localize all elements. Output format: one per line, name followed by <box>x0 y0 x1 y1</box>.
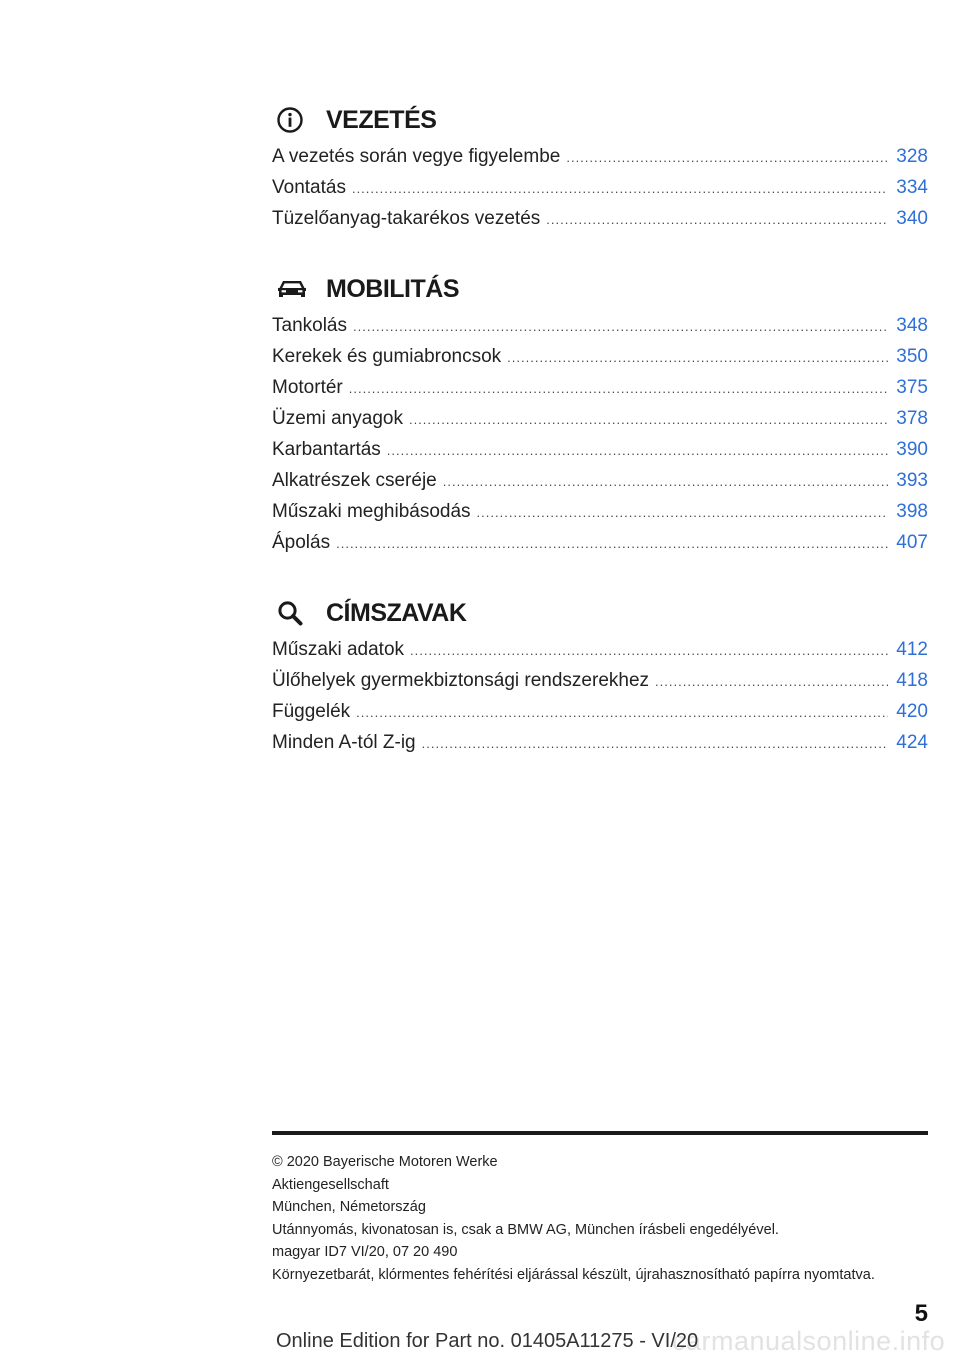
toc-page-link[interactable]: 424 <box>896 732 928 753</box>
toc-page-link[interactable]: 334 <box>896 177 928 198</box>
toc-page-link[interactable]: 412 <box>896 639 928 660</box>
toc-page-link[interactable]: 398 <box>896 501 928 522</box>
online-edition-label: Online Edition for Part no. 01405A11275 - VI/20 <box>276 1330 699 1352</box>
watermark: carmanualsonline.info <box>672 1326 946 1356</box>
toc-item-label: Üzemi anyagok <box>272 408 403 429</box>
toc-page-link[interactable]: 390 <box>896 439 928 460</box>
toc-item-label: Karbantartás <box>272 439 381 460</box>
toc-page-link[interactable]: 393 <box>896 470 928 491</box>
toc-item[interactable] <box>272 146 928 177</box>
section-title: MOBILITÁS <box>326 274 459 303</box>
toc-page-link[interactable]: 340 <box>896 208 928 229</box>
toc-item-label: Vontatás <box>272 177 346 198</box>
toc-leader <box>566 150 888 165</box>
toc-leader <box>349 381 888 396</box>
imprint-line: München, Németország <box>272 1199 426 1216</box>
info-icon <box>272 100 316 140</box>
toc-item[interactable] <box>272 315 928 346</box>
toc-page-link[interactable]: 350 <box>896 346 928 367</box>
toc-item[interactable] <box>272 670 928 701</box>
toc-item[interactable] <box>272 732 928 763</box>
toc-page-link[interactable]: 418 <box>896 670 928 691</box>
toc-leader <box>409 412 888 427</box>
toc-item-label: Tüzelőanyag-takarékos vezetés <box>272 208 541 229</box>
toc-leader <box>356 705 888 720</box>
toc-page-link[interactable]: 348 <box>896 315 928 336</box>
toc-page-link[interactable]: 328 <box>896 146 928 167</box>
toc-leader <box>410 643 888 658</box>
toc-item[interactable] <box>272 177 928 208</box>
toc-item-label: A vezetés során vegye figyelembe <box>272 146 561 167</box>
table-of-contents <box>272 96 928 789</box>
toc-leader <box>655 674 888 689</box>
toc-item[interactable] <box>272 639 928 670</box>
car-icon <box>272 269 316 309</box>
toc-item[interactable] <box>272 208 928 239</box>
toc-item-label: Ülőhelyek gyermekbiztonsági rendszerekhez <box>272 670 650 691</box>
imprint-line: © 2020 Bayerische Motoren Werke <box>272 1154 498 1170</box>
search-icon <box>272 593 316 633</box>
toc-page-link[interactable]: 407 <box>896 532 928 553</box>
toc-leader <box>387 443 888 458</box>
toc-item-label: Minden A-tól Z-ig <box>272 732 416 753</box>
imprint-line: Utánnyomás, kivonatosan is, csak a BMW AG, München írásbeli engedélyével. <box>272 1221 779 1238</box>
toc-item-label: Alkatrészek cseréje <box>272 470 437 491</box>
section-header <box>272 589 928 637</box>
toc-item-label: Tankolás <box>272 315 347 336</box>
toc-item[interactable] <box>272 408 928 439</box>
page-number: 5 <box>914 1300 928 1327</box>
toc-item[interactable] <box>272 501 928 532</box>
toc-item[interactable] <box>272 470 928 501</box>
section-title: CÍMSZAVAK <box>326 598 467 627</box>
toc-page-link[interactable]: 378 <box>896 408 928 429</box>
toc-page-link[interactable]: 420 <box>896 701 928 722</box>
toc-item[interactable] <box>272 377 928 408</box>
toc-leader <box>336 536 888 551</box>
section-mobilitas <box>272 265 928 563</box>
toc-item-label: Motortér <box>272 377 343 398</box>
section-title: VEZETÉS <box>326 105 437 134</box>
footer-imprint <box>272 1151 952 1287</box>
toc-leader <box>443 474 888 489</box>
toc-leader <box>546 212 888 227</box>
toc-leader <box>352 181 888 196</box>
section-header <box>272 265 928 313</box>
section-vezetes <box>272 96 928 239</box>
toc-item-label: Ápolás <box>272 532 331 553</box>
toc-leader <box>507 350 888 365</box>
toc-leader <box>477 505 888 520</box>
toc-item-label: Műszaki adatok <box>272 639 405 660</box>
toc-item[interactable] <box>272 346 928 377</box>
toc-leader <box>422 736 888 751</box>
toc-leader <box>353 319 888 334</box>
toc-item[interactable] <box>272 439 928 470</box>
toc-item-label: Műszaki meghibásodás <box>272 501 471 522</box>
section-header <box>272 96 928 144</box>
toc-item[interactable] <box>272 532 928 563</box>
imprint-line: Aktiengesellschaft <box>272 1176 389 1193</box>
toc-item[interactable] <box>272 701 928 732</box>
toc-page-link[interactable]: 375 <box>896 377 928 398</box>
imprint-line: magyar ID7 VI/20, 07 20 490 <box>272 1244 458 1261</box>
section-cimszavak <box>272 589 928 763</box>
footer-rule <box>272 1131 928 1135</box>
toc-item-label: Kerekek és gumiabroncsok <box>272 346 502 367</box>
imprint-line: Környezetbarát, klórmentes fehérítési eljárással készült, újrahasznosítható papírra nyomtatva. <box>272 1266 875 1283</box>
toc-item-label: Függelék <box>272 701 351 722</box>
